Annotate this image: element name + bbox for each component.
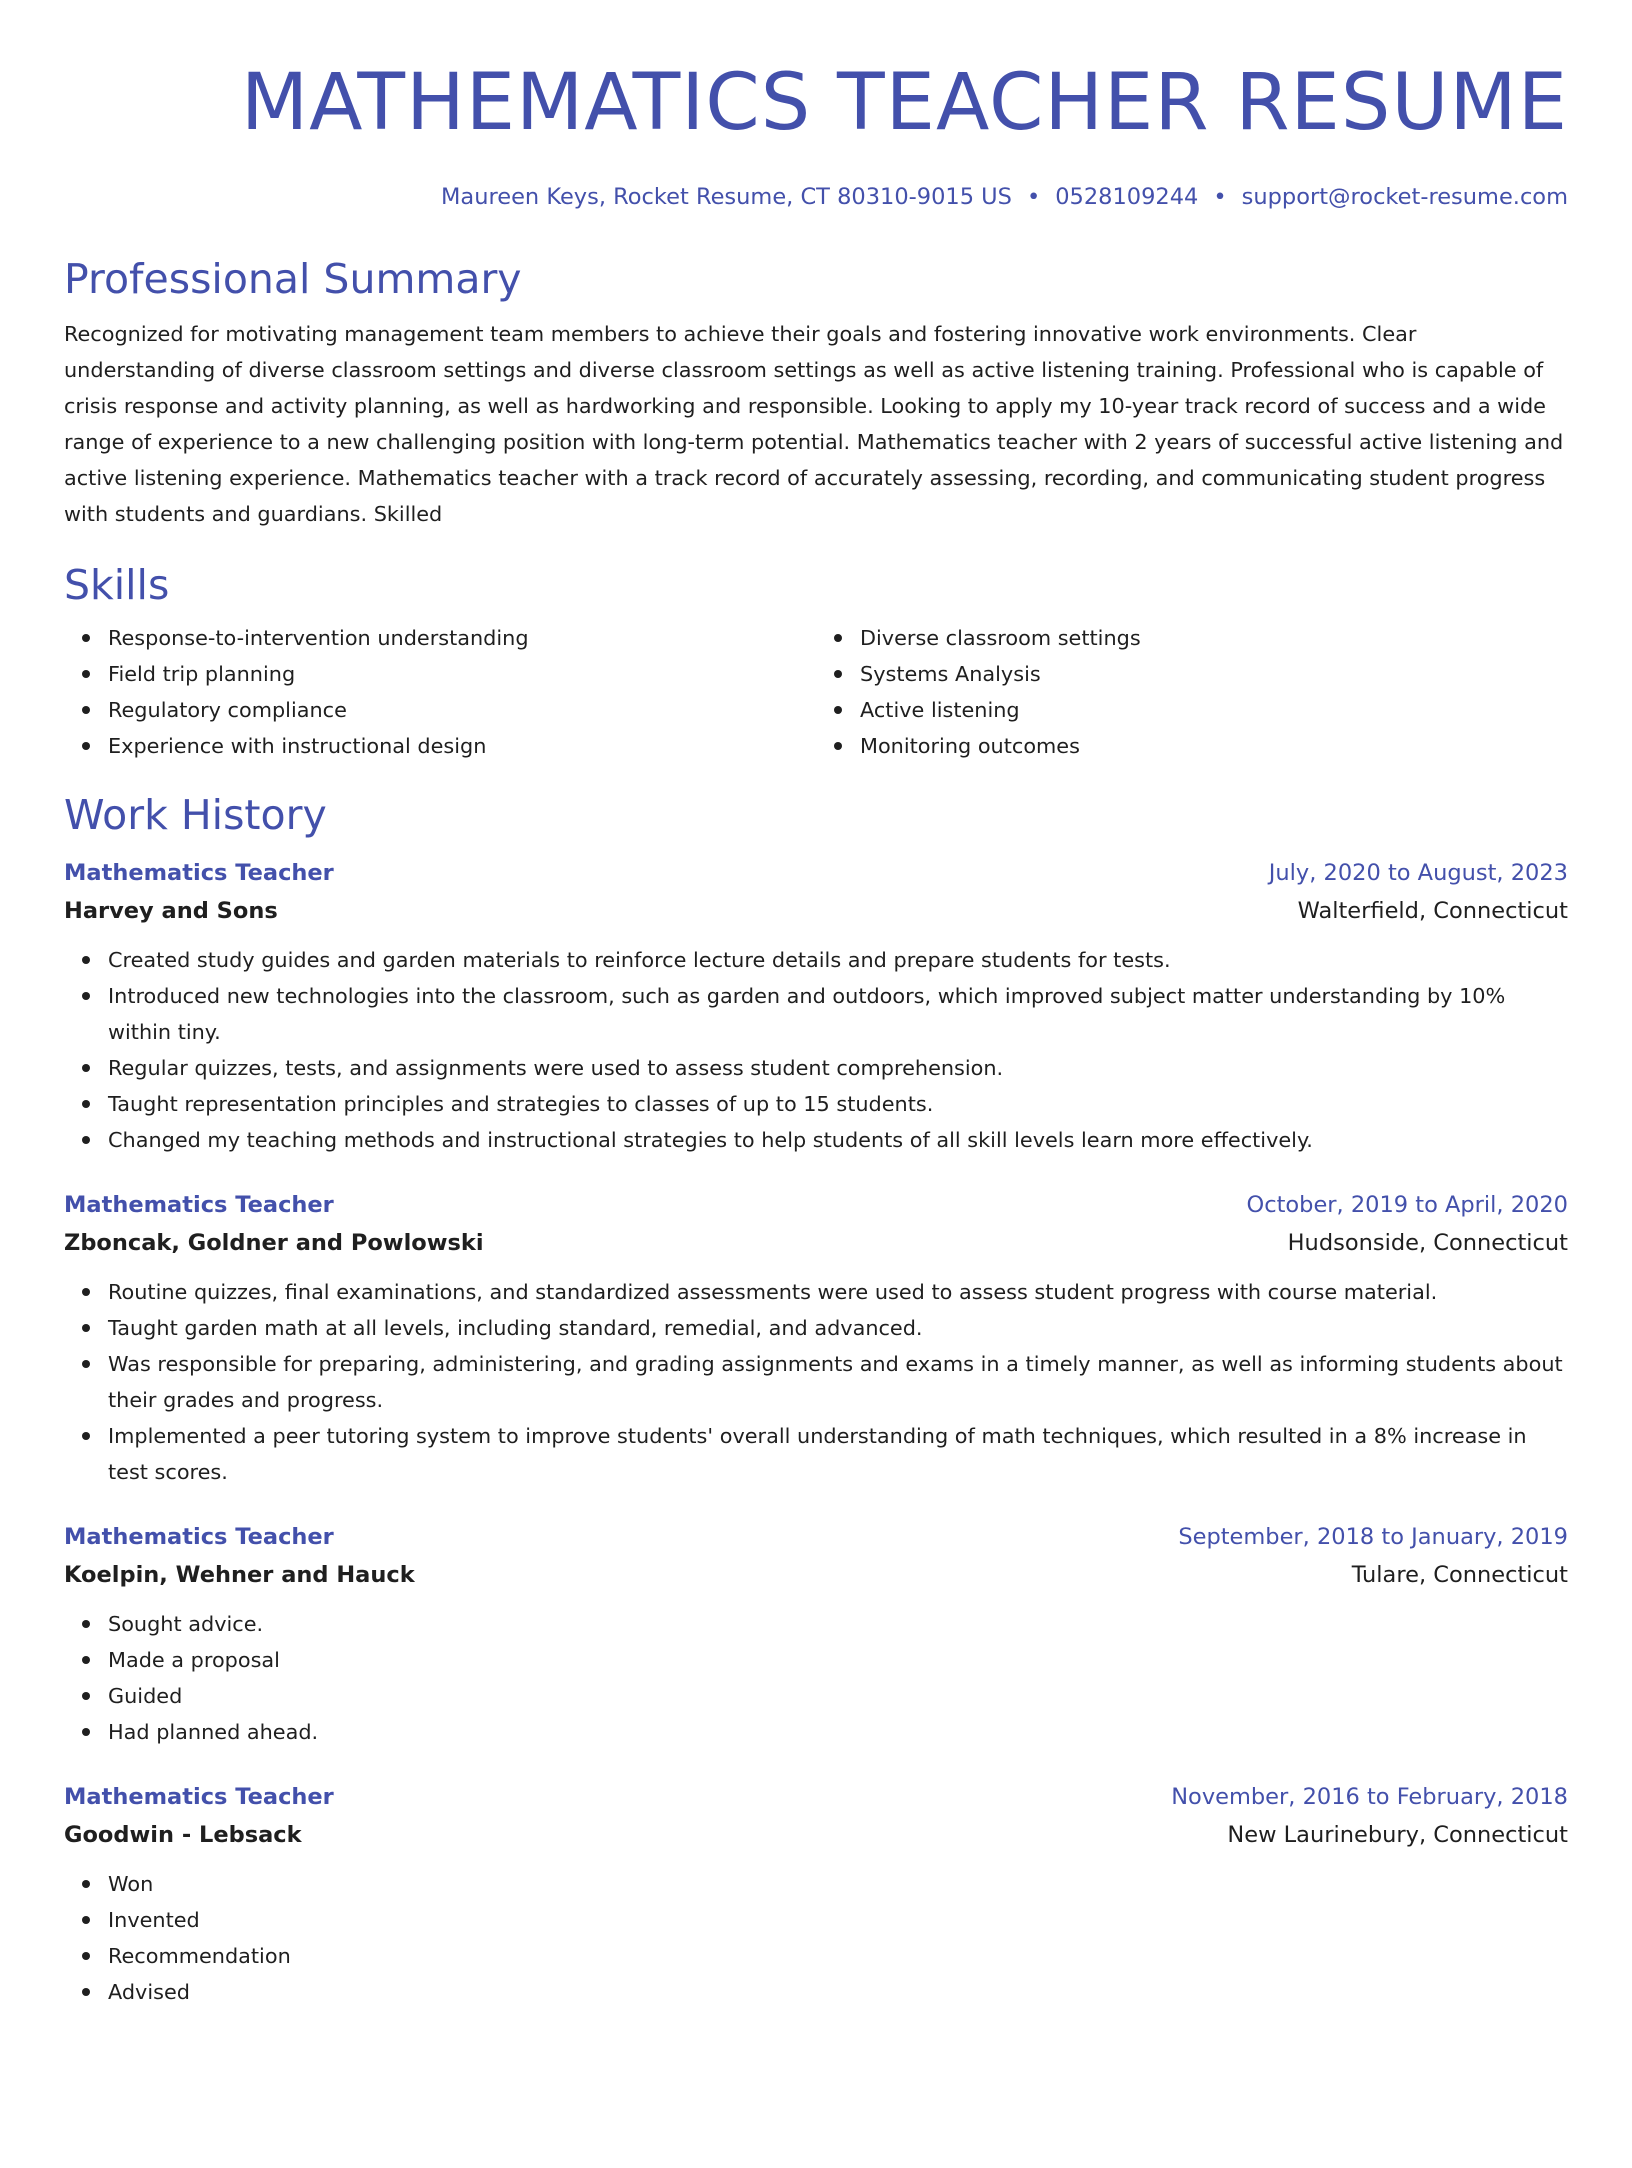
job-bullet: Changed my teaching methods and instructional strategies to help students of all skill levels learn more effectively. [108,1122,1568,1158]
skills-section [64,560,1568,764]
job-entry [64,1778,1568,2010]
job-bullet: Made a proposal [108,1642,1568,1678]
job-bullet: Advised [108,1974,1568,2010]
job-subheader [64,1224,1568,1262]
job-header [64,854,1568,892]
skill-item: Field trip planning [108,656,816,692]
skill-item: Regulatory compliance [108,692,816,728]
job-header [64,1778,1568,1816]
job-bullet: Sought advice. [108,1606,1568,1642]
contact-separator: • [1213,184,1227,210]
job-entry [64,1518,1568,1750]
job-dates: July, 2020 to August, 2023 [1268,860,1568,886]
job-subheader [64,1556,1568,1594]
work-history-heading: Work History [64,791,327,839]
job-header [64,1518,1568,1556]
job-bullet: Created study guides and garden materials to reinforce lecture details and prepare students for tests. [108,942,1568,978]
skills-list-right [816,620,1568,764]
contact-separator: • [1026,184,1041,210]
job-company: Harvey and Sons [64,898,278,924]
job-location: Walterfield, Connecticut [1297,898,1568,924]
job-entry [64,854,1568,1158]
job-location: Hudsonside, Connecticut [1287,1230,1568,1256]
skills-columns [64,620,1568,764]
job-bullet: Recommendation [108,1938,1568,1974]
page-title: MATHEMATICS TEACHER RESUME [240,58,1568,148]
job-dates: September, 2018 to January, 2019 [1178,1524,1568,1550]
job-company: Koelpin, Wehner and Hauck [64,1562,415,1588]
skill-item: Experience with instructional design [108,728,816,764]
job-bullet: Won [108,1866,1568,1902]
job-title: Mathematics Teacher [64,1524,334,1550]
job-bullet: Routine quizzes, final examinations, and standardized assessments were used to assess student progress with course material. [108,1274,1568,1310]
job-subheader [64,1816,1568,1854]
summary-heading: Professional Summary [64,255,522,303]
skill-item: Response-to-intervention understanding [108,620,816,656]
summary-text: Recognized for motivating management team members to achieve their goals and fostering innovative work environments. Clear understanding of diverse classroom settings and diverse classroom settings as well as active listening training. Professional who is capable of crisis response and activity planning, as well as hardworking and responsible. Looking to apply my 10-year track record of success and a wide range of experience to a new challenging position with long-term potential. Mathematics teacher with 2 years of successful active listening and active listening experience. Mathematics teacher with a track record of accurately assessing, recording, and communicating student progress with students and guardians. Skilled [64,322,1564,526]
contact-phone: 0528109244 [1055,184,1199,210]
skill-item: Active listening [860,692,1568,728]
job-title: Mathematics Teacher [64,1784,334,1810]
skill-item: Systems Analysis [860,656,1568,692]
job-title: Mathematics Teacher [64,860,334,886]
skill-item: Diverse classroom settings [860,620,1568,656]
job-header [64,1186,1568,1224]
contact-email[interactable]: support@rocket-resume.com [1241,184,1568,210]
job-bullet: Taught representation principles and strategies to classes of up to 15 students. [108,1086,1568,1122]
job-company: Zboncak, Goldner and Powlowski [64,1230,484,1256]
work-history-section [64,790,1568,2010]
job-location: New Laurinebury, Connecticut [1227,1822,1568,1848]
resume-page [0,56,1632,2168]
job-bullets [64,1606,1568,1750]
job-location: Tulare, Connecticut [1351,1562,1568,1588]
contact-line [64,182,1568,212]
job-bullet: Invented [108,1902,1568,1938]
job-bullets [64,1866,1568,2010]
job-subheader [64,892,1568,930]
job-bullets [64,942,1568,1158]
job-bullet: Guided [108,1678,1568,1714]
job-bullet: Introduced new technologies into the classroom, such as garden and outdoors, which improved subject matter understanding by 10% within tiny. [108,978,1568,1050]
job-bullet: Regular quizzes, tests, and assignments were used to assess student comprehension. [108,1050,1568,1086]
job-dates: October, 2019 to April, 2020 [1246,1192,1568,1218]
job-company: Goodwin - Lebsack [64,1822,302,1848]
job-bullet: Implemented a peer tutoring system to improve students' overall understanding of math techniques, which resulted in a 8% increase in test scores. [108,1418,1568,1490]
skill-item: Monitoring outcomes [860,728,1568,764]
job-bullet: Had planned ahead. [108,1714,1568,1750]
summary-section [64,254,1568,532]
contact-address: Maureen Keys, Rocket Resume, CT 80310-9015 US [441,184,1012,210]
job-dates: November, 2016 to February, 2018 [1171,1784,1568,1810]
job-bullets [64,1274,1568,1490]
job-title: Mathematics Teacher [64,1192,334,1218]
skills-list-left [64,620,816,764]
skills-heading: Skills [64,561,170,609]
job-entry [64,1186,1568,1490]
job-bullet: Taught garden math at all levels, including standard, remedial, and advanced. [108,1310,1568,1346]
job-bullet: Was responsible for preparing, administering, and grading assignments and exams in a timely manner, as well as informing students about their grades and progress. [108,1346,1568,1418]
